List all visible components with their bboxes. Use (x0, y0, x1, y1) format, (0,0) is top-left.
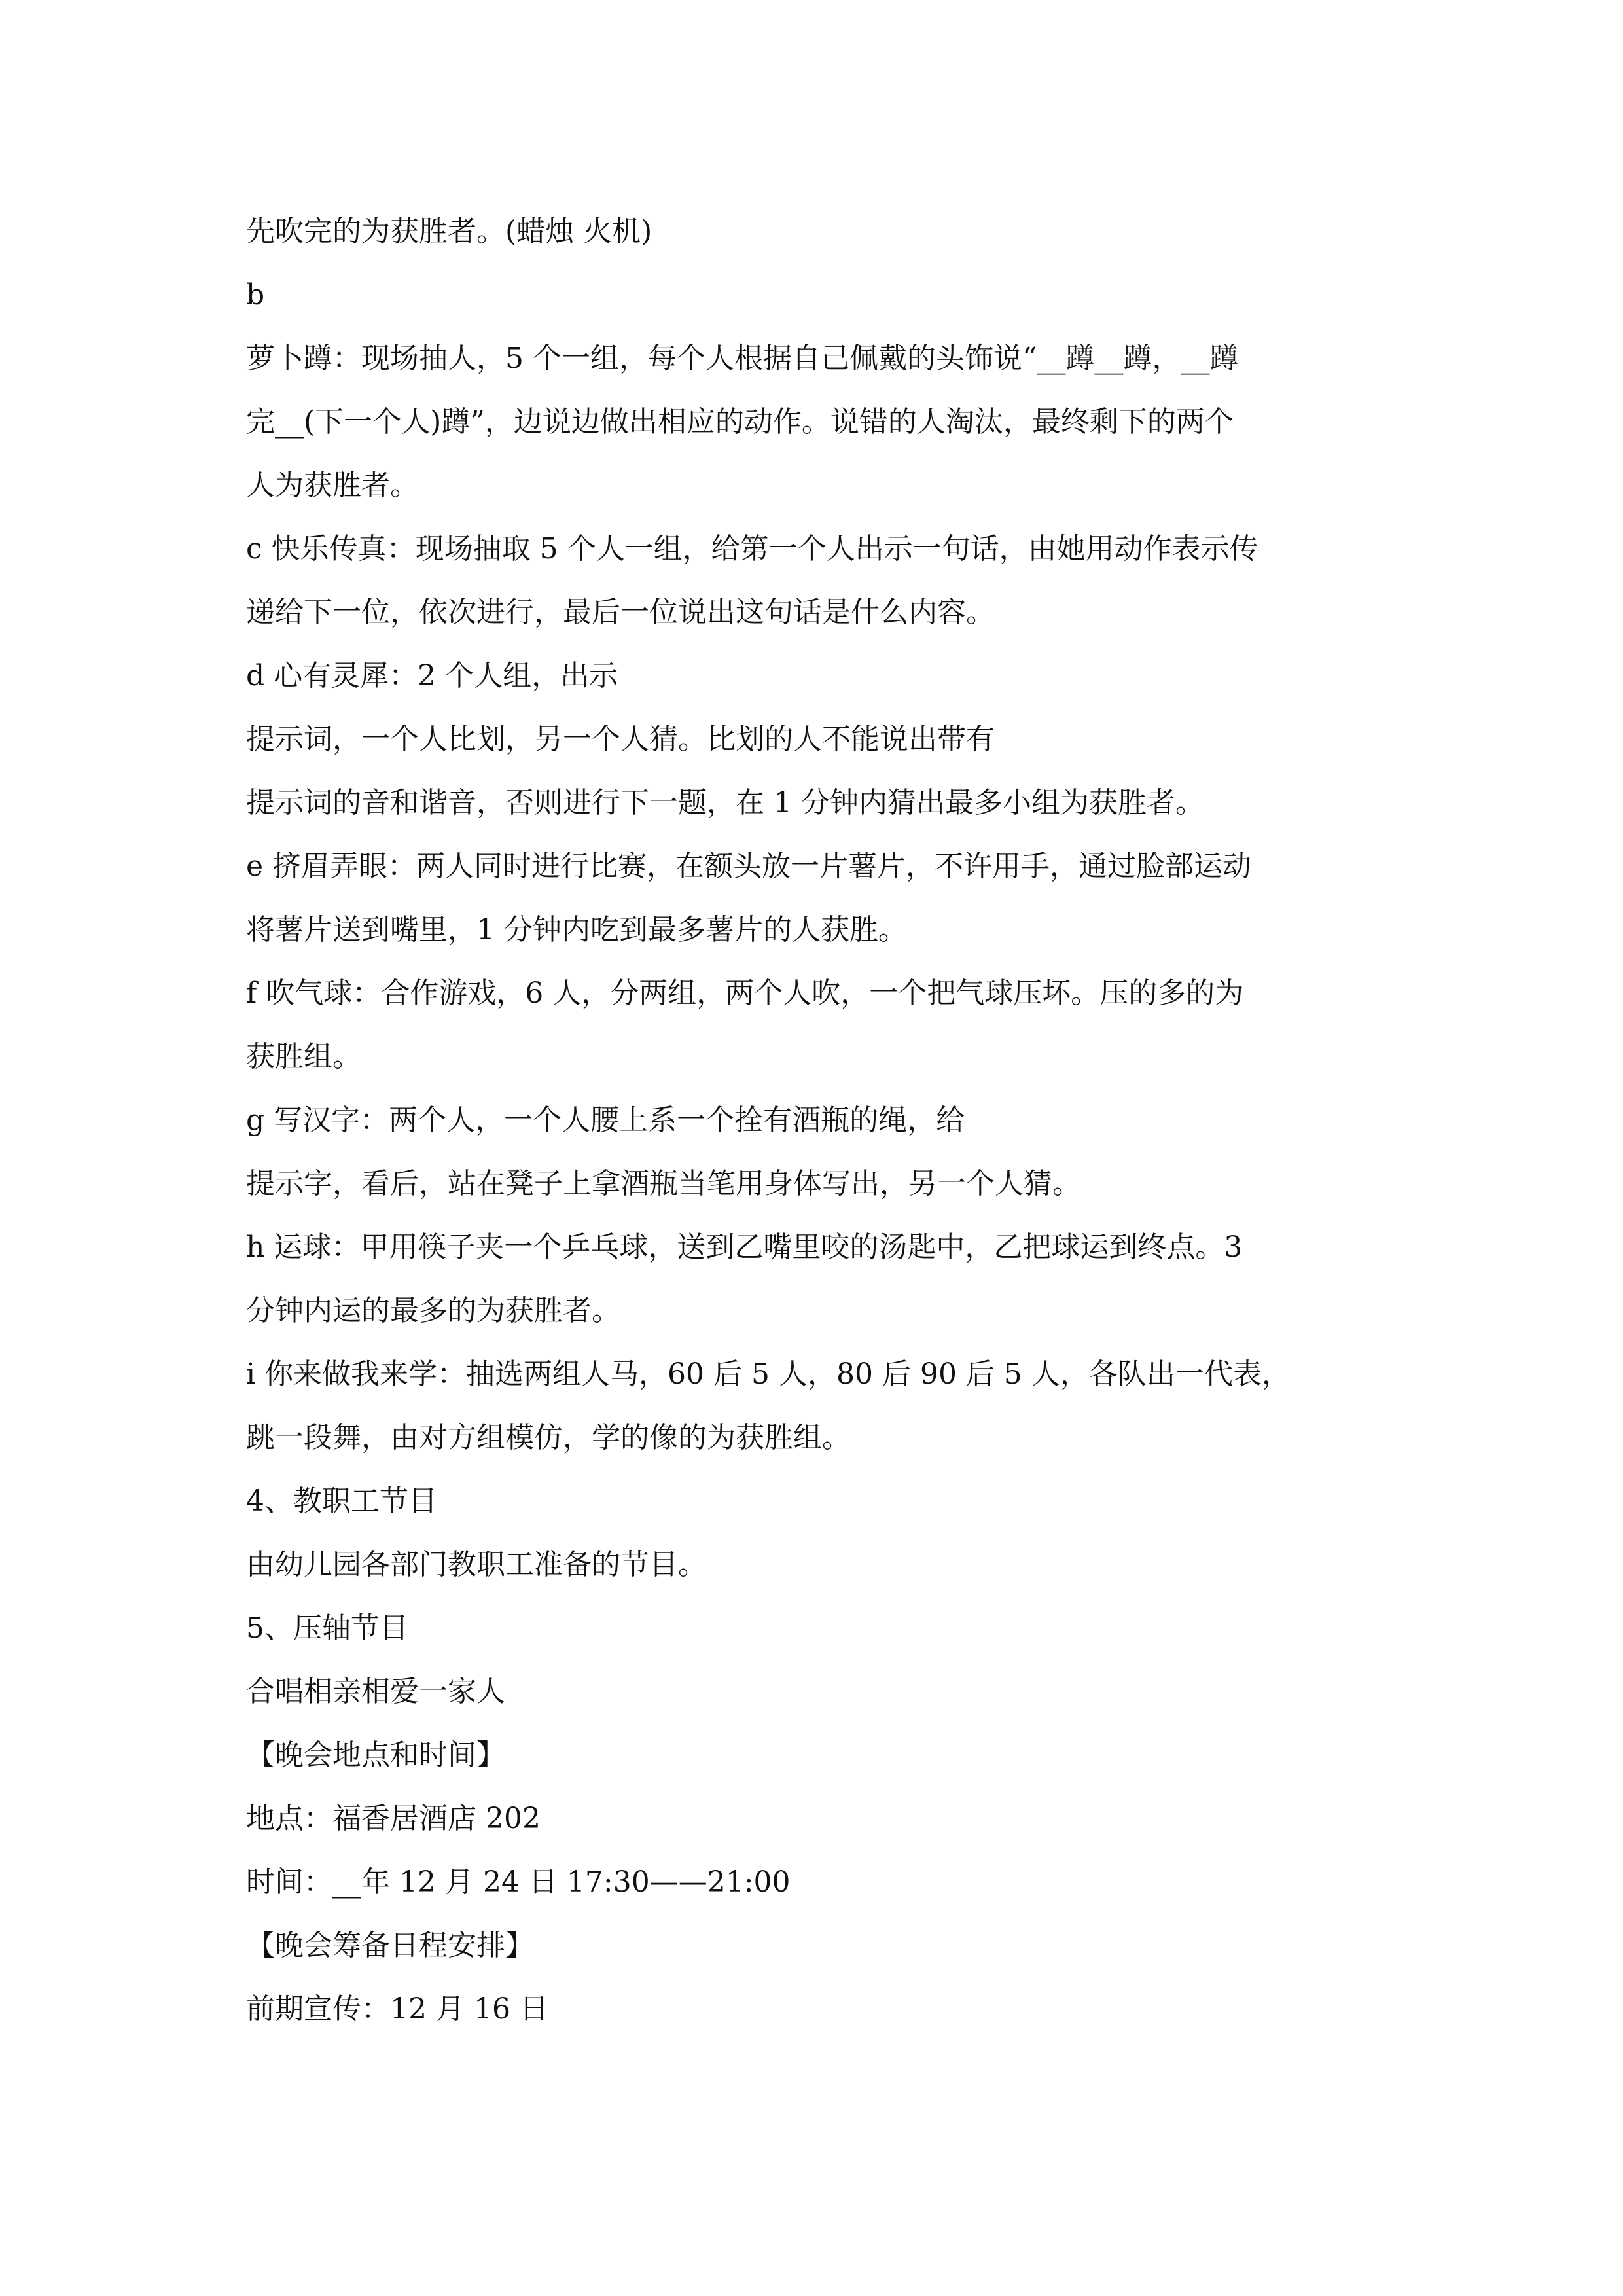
text-line: 提示词，一个人比划，另一个人猜。比划的人不能说出带有 (246, 723, 995, 756)
text-line: h 运球：甲用筷子夹一个乒乓球，送到乙嘴里咬的汤匙中，乙把球运到终点。3 (246, 1230, 1243, 1264)
text-line: 萝卜蹲：现场抽人，5 个一组，每个人根据自己佩戴的头饰说“__蹲__蹲，__蹲 (246, 342, 1239, 375)
venue-line: 地点：福香居酒店 202 (246, 1802, 541, 1835)
section-heading: 【晚会地点和时间】 (246, 1738, 505, 1772)
text-line: c 快乐传真：现场抽取 5 个人一组，给第一个人出示一句话，由她用动作表示传 (246, 532, 1258, 565)
section-heading: 【晚会筹备日程安排】 (246, 1929, 534, 1962)
text-line: 提示字，看后，站在凳子上拿酒瓶当笔用身体写出，另一个人猜。 (246, 1167, 1081, 1200)
text-line: 合唱相亲相爱一家人 (246, 1675, 505, 1708)
schedule-line: 前期宣传：12 月 16 日 (246, 1992, 548, 2026)
text-line: f 吹气球：合作游戏，6 人，分两组，两个人吹，一个把气球压坏。压的多的为 (246, 977, 1244, 1010)
text-line: 将薯片送到嘴里，1 分钟内吃到最多薯片的人获胜。 (246, 913, 907, 946)
text-line: b (246, 278, 265, 312)
text-line: 获胜组。 (246, 1040, 361, 1073)
text-line: 跳一段舞，由对方组模仿，学的像的为获胜组。 (246, 1421, 851, 1454)
section-heading: 4、教职工节目 (246, 1484, 437, 1518)
text-line: 递给下一位，依次进行，最后一位说出这句话是什么内容。 (246, 596, 995, 629)
time-line: 时间：__年 12 月 24 日 17:30——21:00 (246, 1865, 791, 1899)
document-body (246, 200, 1398, 2041)
text-line: g 写汉字：两个人，一个人腰上系一个拴有酒瓶的绳，给 (246, 1103, 965, 1137)
text-line: 完__(下一个人)蹲”，边说边做出相应的动作。说错的人淘汰，最终剩下的两个 (246, 405, 1234, 439)
text-line: 分钟内运的最多的为获胜者。 (246, 1294, 620, 1327)
text-line: 提示词的音和谐音，否则进行下一题，在 1 分钟内猜出最多小组为获胜者。 (246, 786, 1204, 819)
text-line: 先吹完的为获胜者。(蜡烛 火机) (246, 215, 652, 248)
text-line: e 挤眉弄眼：两人同时进行比赛，在额头放一片薯片，不许用手，通过脸部运动 (246, 850, 1252, 883)
text-line: 由幼儿园各部门教职工准备的节目。 (246, 1548, 707, 1581)
text-line: 人为获胜者。 (246, 469, 419, 502)
text-line: d 心有灵犀：2 个人组，出示 (246, 659, 618, 692)
text-line: i 你来做我来学：抽选两组人马，60 后 5 人，80 后 90 后 5 人，各队出一代表， (246, 1357, 1291, 1391)
section-heading: 5、压轴节目 (246, 1611, 408, 1645)
